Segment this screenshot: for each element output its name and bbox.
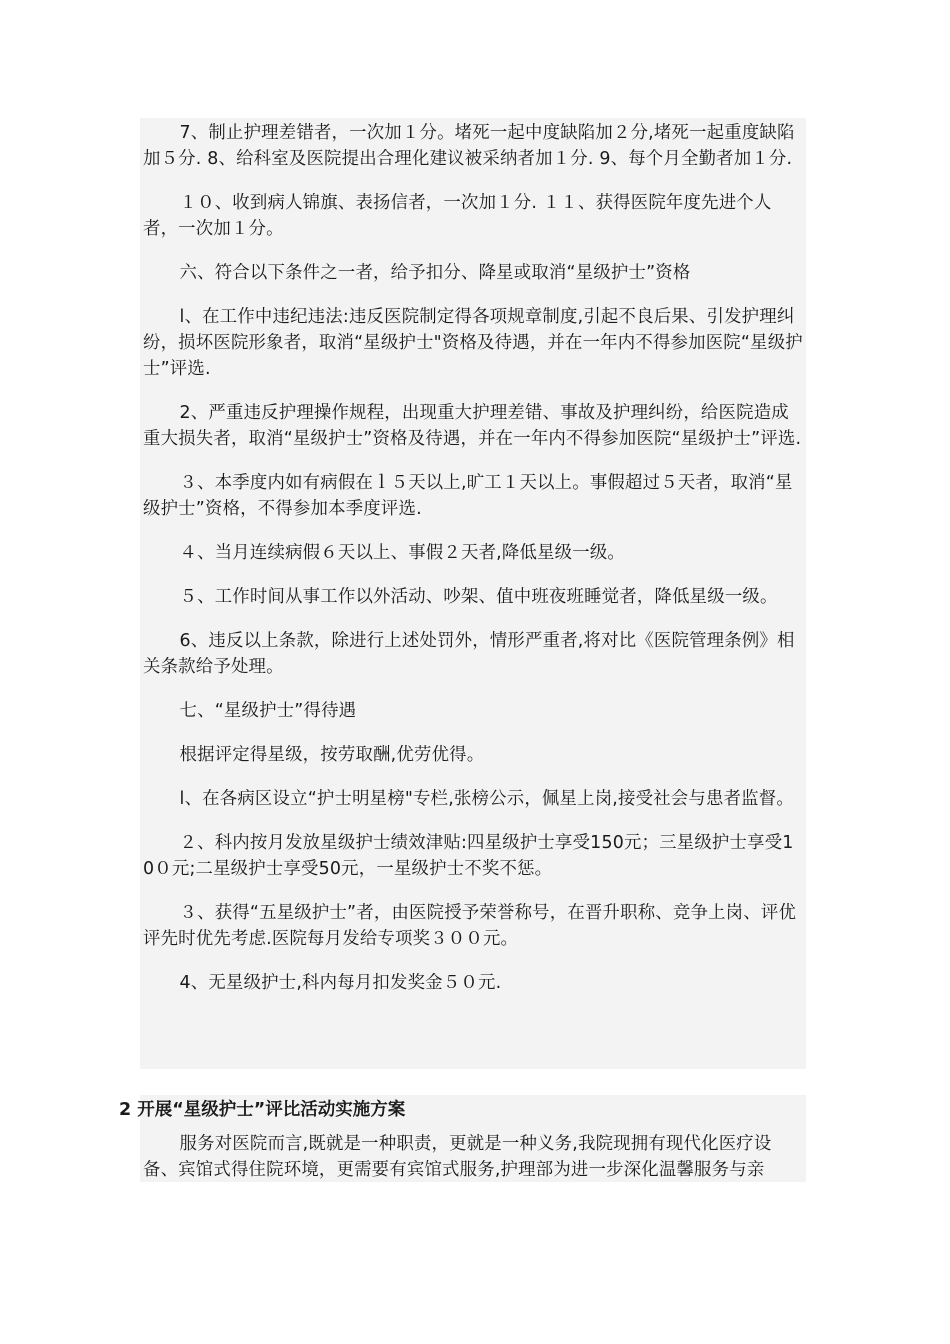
paragraph-penalty-6: 6、违反以上条款，除进行上述处罚外，情形严重者,将对比《医院管理条例》相关条款给予处理。 — [143, 631, 795, 677]
section-heading: 2 开展“星级护士”评比活动实施方案 — [119, 1100, 406, 1120]
paragraph-penalty-5: ５、工作时间从事工作以外活动、吵架、值中班夜班睡觉者，降低星级一级。 — [179, 587, 778, 607]
paragraph-treatment-4: 4、无星级护士,科内每月扣发奖金５０元. — [179, 973, 502, 993]
paragraph-treatment-1: l、在各病区设立“护士明星榜"专栏,张榜公示，佩星上岗,接受社会与患者监督。 — [179, 789, 794, 809]
paragraph-penalty-1: l、在工作中违纪违法:违反医院制定得各项规章制度,引起不良后果、引发护理纠纷，损坏医院形象者，取消“星级护士"资格及待遇，并在一年内不得参加医院“星级护士”评选. — [143, 307, 803, 379]
paragraph-section-seven-title: 七、“星级护士”得待遇 — [179, 701, 357, 721]
paragraph-treatment-3: ３、获得“五星级护士”者，由医院授予荣誉称号，在晋升职称、竞争上岗、评优评先时优先考虑.医院每月发给专项奖３００元。 — [143, 903, 797, 949]
paragraph-penalty-4: ４、当月连续病假６天以上、事假２天者,降低星级一级。 — [179, 543, 626, 563]
paragraph-bonus-10-11: １０、收到病人锦旗、表扬信者，一次加１分. １１、获得医院年度先进个人者，一次加１分。 — [143, 193, 772, 239]
paragraph-service-intro: 服务对医院而言,既就是一种职责，更就是一种义务,我院现拥有现代化医疗设备、宾馆式得住院环境，更需要有宾馆式服务,护理部为进一步深化温馨服务与亲 — [143, 1134, 772, 1180]
document-body — [143, 120, 803, 1014]
paragraph-penalty-2: 2、严重违反护理操作规程，出现重大护理差错、事故及护理纠纷，给医院造成重大损失者，取消“星级护士”资格及待遇，并在一年内不得参加医院“星级护士”评选. — [143, 403, 802, 449]
paragraph-bonus-7-9: 7、制止护理差错者，一次加１分。堵死一起中度缺陷加２分,堵死一起重度缺陷加５分. 8、给科室及医院提出合理化建议被采纳者加１分. 9、每个月全勤者加１分. — [143, 123, 795, 169]
section-body — [143, 1131, 803, 1183]
paragraph-penalty-3: ３、本季度内如有病假在ｌ５天以上,旷工１天以上。事假超过５天者，取消“星级护士”资格，不得参加本季度评选. — [143, 473, 793, 519]
paragraph-treatment-2: ２、科内按月发放星级护士绩效津贴:四星级护士享受150元；三星级护士享受10０元;二星级护士享受50元，一星级护士不奖不惩。 — [143, 833, 794, 879]
paragraph-section-six-title: 六、符合以下条件之一者，给予扣分、降星或取消“星级护士”资格 — [179, 263, 691, 283]
paragraph-treatment-intro: 根据评定得星级，按劳取酬,优劳优得。 — [179, 745, 485, 765]
